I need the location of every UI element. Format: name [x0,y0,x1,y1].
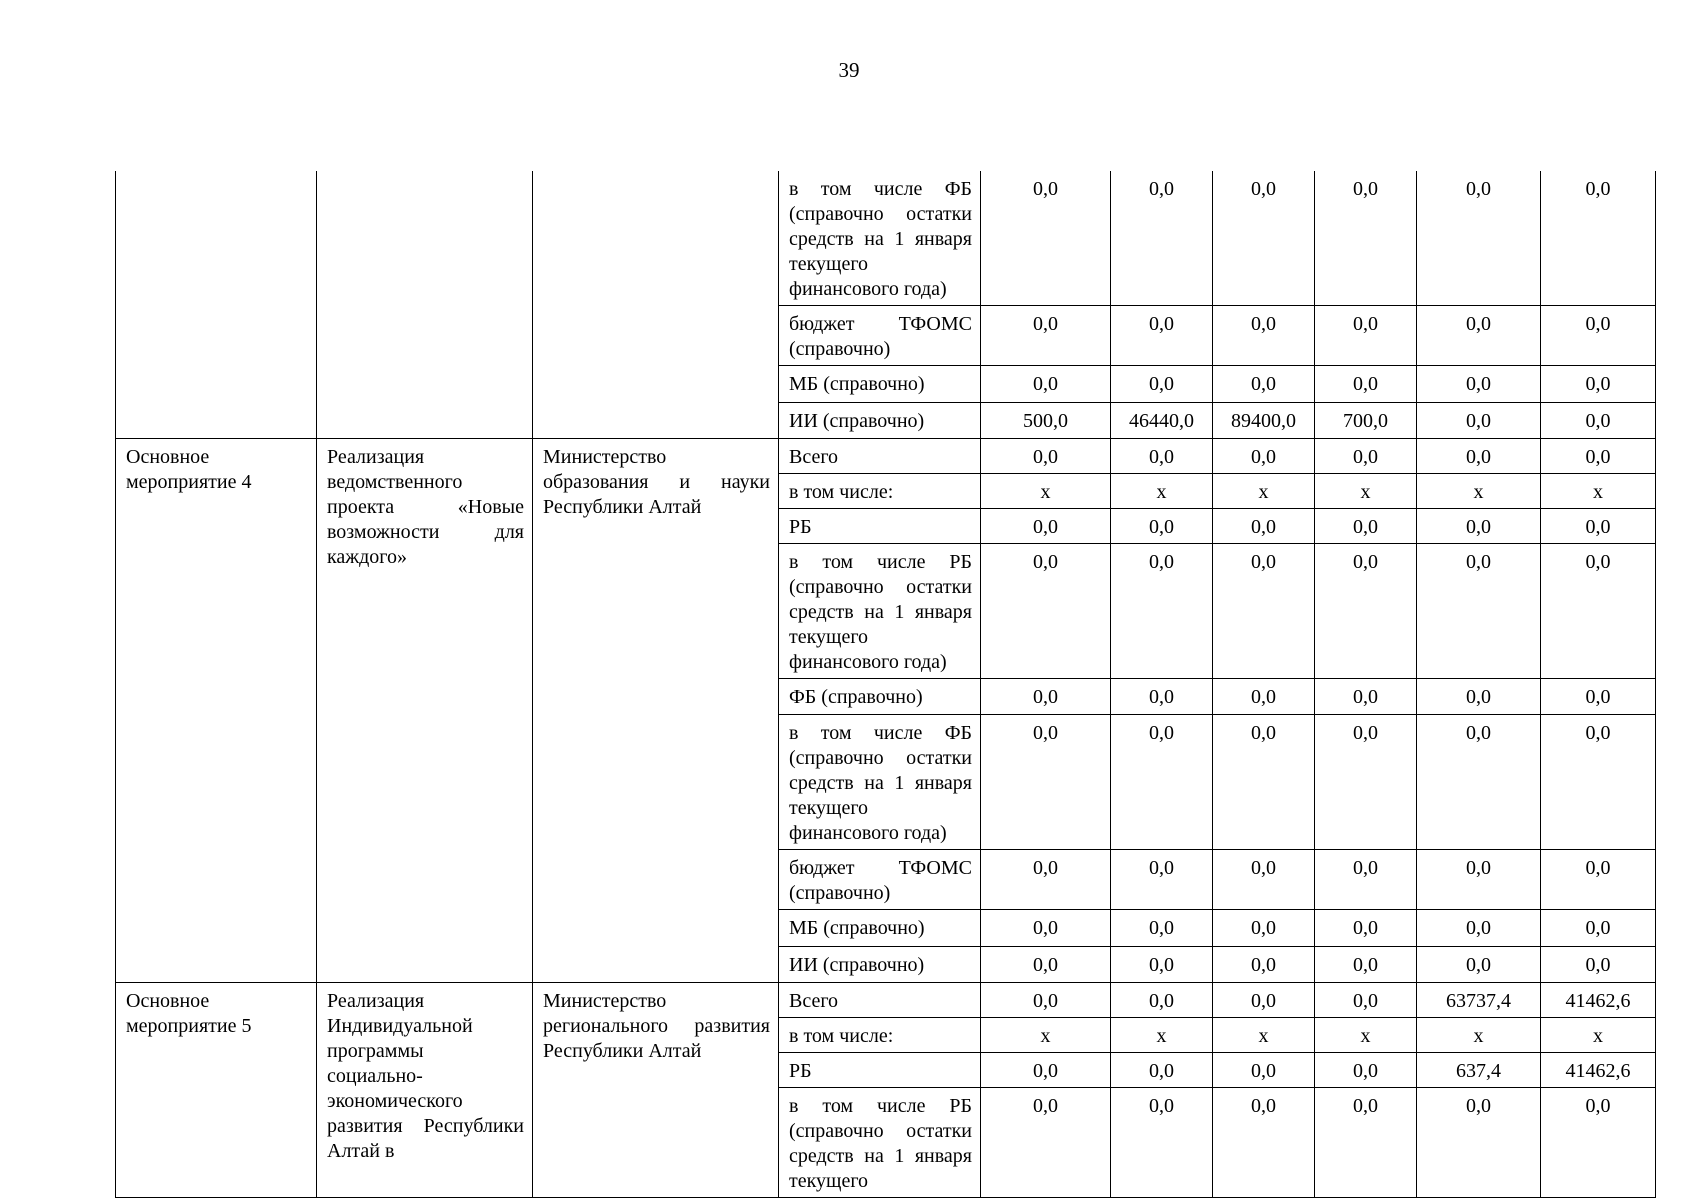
event-name-cell: Основное мероприятие 5 [116,983,317,1198]
source-label-cell: ФБ (справочно) [779,679,981,715]
value-cell: 0,0 [981,947,1111,983]
source-label-cell: ИИ (справочно) [779,403,981,439]
value-cell: 0,0 [1315,544,1417,679]
value-cell: 0,0 [1417,910,1541,947]
value-cell: 0,0 [1541,171,1656,306]
value-cell: 0,0 [1541,1088,1656,1198]
value-cell: 0,0 [981,850,1111,910]
source-label-cell: в том числе РБ (справочно остатки средств на 1 января текущего [779,1088,981,1198]
value-cell: 0,0 [1213,439,1315,474]
value-cell: x [1417,1018,1541,1053]
value-cell: 500,0 [981,403,1111,439]
value-cell: 0,0 [1541,366,1656,403]
source-label-cell: МБ (справочно) [779,366,981,403]
value-cell: 637,4 [1417,1053,1541,1088]
value-cell: 0,0 [1111,306,1213,366]
source-label-cell: в том числе РБ (справочно остатки средств на 1 января текущего финансового года) [779,544,981,679]
value-cell: 0,0 [1213,1088,1315,1198]
value-cell: 0,0 [1417,850,1541,910]
value-cell: 0,0 [1417,947,1541,983]
value-cell: 0,0 [1315,509,1417,544]
value-cell: 0,0 [1213,171,1315,306]
value-cell: 0,0 [1417,439,1541,474]
value-cell: x [1111,474,1213,509]
value-cell: x [1541,474,1656,509]
value-cell: 700,0 [1315,403,1417,439]
value-cell: 0,0 [981,544,1111,679]
value-cell: 0,0 [1213,544,1315,679]
value-cell: 0,0 [1111,679,1213,715]
project-name-cell: Реализация ведомственного проекта «Новые возможности для каждого» [317,439,533,983]
value-cell: x [1541,1018,1656,1053]
source-label-cell: ИИ (справочно) [779,947,981,983]
value-cell: 0,0 [1417,306,1541,366]
executor-cell: Министерство регионального развития Республики Алтай [533,983,779,1198]
page-number: 39 [838,58,860,82]
value-cell: 0,0 [1315,366,1417,403]
table-body [116,171,1656,1198]
value-cell: 0,0 [981,439,1111,474]
value-cell: 0,0 [1111,983,1213,1018]
value-cell: 0,0 [1315,715,1417,850]
value-cell: 0,0 [981,306,1111,366]
value-cell: 0,0 [981,983,1111,1018]
value-cell: 0,0 [1111,910,1213,947]
value-cell: 0,0 [1111,509,1213,544]
value-cell: 0,0 [1315,1088,1417,1198]
value-cell: 0,0 [1315,171,1417,306]
value-cell: x [1111,1018,1213,1053]
value-cell: 0,0 [1417,509,1541,544]
value-cell: 0,0 [981,679,1111,715]
value-cell: x [1213,1018,1315,1053]
value-cell: 0,0 [1541,306,1656,366]
source-label-cell: РБ [779,1053,981,1088]
budget-table [115,171,1656,1198]
value-cell: 0,0 [981,509,1111,544]
value-cell: 0,0 [1541,850,1656,910]
value-cell: 0,0 [1213,509,1315,544]
value-cell: 0,0 [1541,947,1656,983]
source-label-cell: бюджет ТФОМС (справочно) [779,850,981,910]
value-cell: 0,0 [1315,439,1417,474]
value-cell: 0,0 [981,171,1111,306]
source-label-cell: в том числе ФБ (справочно остатки средств на 1 января текущего финансового года) [779,715,981,850]
executor-cell: Министерство образования и науки Республики Алтай [533,439,779,983]
value-cell: 0,0 [1541,679,1656,715]
value-cell: 0,0 [1315,306,1417,366]
value-cell: 0,0 [1417,715,1541,850]
project-name-cell [317,171,533,439]
source-label-cell: в том числе: [779,1018,981,1053]
value-cell: 41462,6 [1541,983,1656,1018]
table-row [116,439,1656,474]
value-cell: 0,0 [1213,306,1315,366]
value-cell: 0,0 [1417,679,1541,715]
source-label-cell: Всего [779,983,981,1018]
value-cell: x [1213,474,1315,509]
value-cell: 0,0 [1213,910,1315,947]
value-cell: 0,0 [1417,366,1541,403]
value-cell: x [981,474,1111,509]
value-cell: x [981,1018,1111,1053]
source-label-cell: МБ (справочно) [779,910,981,947]
value-cell: 0,0 [1417,171,1541,306]
value-cell: 0,0 [1315,1053,1417,1088]
value-cell: 0,0 [981,366,1111,403]
value-cell: 0,0 [1213,983,1315,1018]
event-name-cell [116,171,317,439]
value-cell: 41462,6 [1541,1053,1656,1088]
value-cell: 0,0 [1111,439,1213,474]
value-cell: 0,0 [1315,983,1417,1018]
value-cell: 0,0 [1111,947,1213,983]
project-name-cell: Реализация Индивидуальной программы социально-экономического развития Республики Алтай в [317,983,533,1198]
value-cell: 0,0 [1111,171,1213,306]
value-cell: 63737,4 [1417,983,1541,1018]
value-cell: 0,0 [1111,1053,1213,1088]
value-cell: 0,0 [1315,910,1417,947]
source-label-cell: в том числе ФБ (справочно остатки средств на 1 января текущего финансового года) [779,171,981,306]
value-cell: 0,0 [1541,715,1656,850]
value-cell: 0,0 [1213,366,1315,403]
value-cell: 0,0 [1315,850,1417,910]
table-row [116,171,1656,306]
value-cell: x [1315,1018,1417,1053]
value-cell: 0,0 [1213,1053,1315,1088]
value-cell: 0,0 [1417,1088,1541,1198]
source-label-cell: бюджет ТФОМС (справочно) [779,306,981,366]
value-cell: 46440,0 [1111,403,1213,439]
value-cell: 0,0 [1315,679,1417,715]
value-cell: 0,0 [981,1053,1111,1088]
value-cell: 0,0 [1111,850,1213,910]
value-cell: 0,0 [1541,403,1656,439]
value-cell: 0,0 [1111,366,1213,403]
value-cell: 0,0 [981,1088,1111,1198]
value-cell: 0,0 [1111,715,1213,850]
value-cell: x [1417,474,1541,509]
value-cell: 0,0 [981,910,1111,947]
value-cell: 0,0 [1213,679,1315,715]
event-name-cell: Основное мероприятие 4 [116,439,317,983]
value-cell: 0,0 [1213,850,1315,910]
table-row [116,983,1656,1018]
value-cell: 0,0 [1315,947,1417,983]
value-cell: 0,0 [1541,910,1656,947]
value-cell: x [1315,474,1417,509]
value-cell: 0,0 [1213,715,1315,850]
value-cell: 0,0 [1213,947,1315,983]
value-cell: 0,0 [1417,544,1541,679]
value-cell: 0,0 [1541,544,1656,679]
value-cell: 0,0 [1111,1088,1213,1198]
value-cell: 89400,0 [1213,403,1315,439]
value-cell: 0,0 [1541,439,1656,474]
executor-cell [533,171,779,439]
value-cell: 0,0 [1541,509,1656,544]
source-label-cell: РБ [779,509,981,544]
value-cell: 0,0 [1111,544,1213,679]
source-label-cell: в том числе: [779,474,981,509]
value-cell: 0,0 [1417,403,1541,439]
source-label-cell: Всего [779,439,981,474]
value-cell: 0,0 [981,715,1111,850]
